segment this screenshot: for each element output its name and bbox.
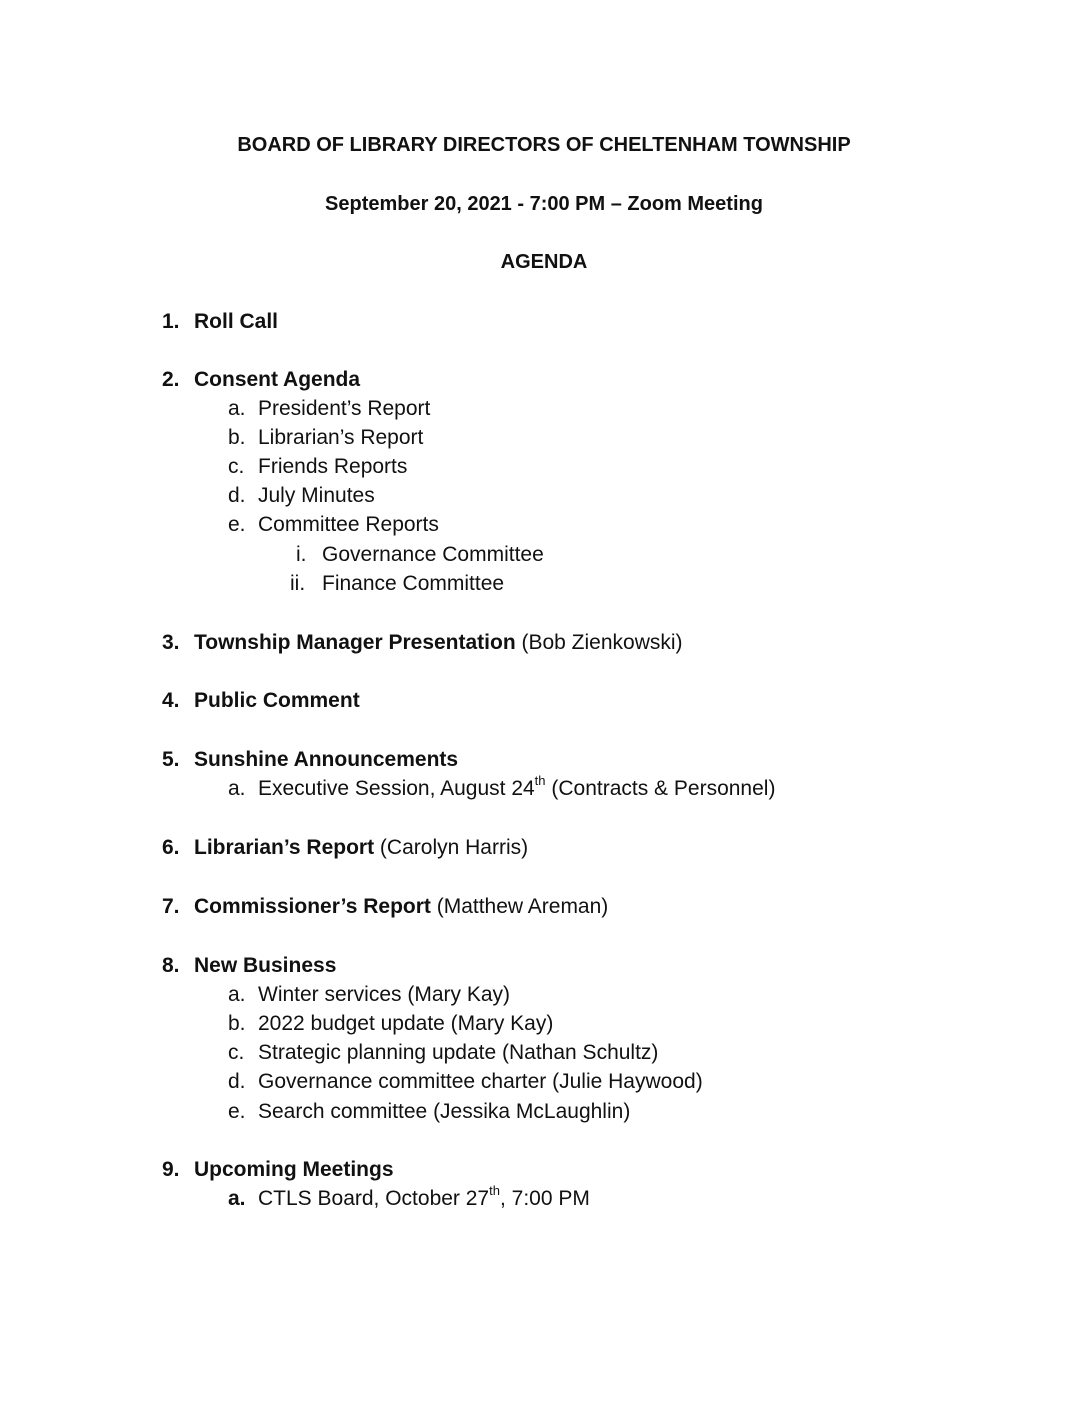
sub-item-text: Governance committee charter (Julie Haywood): [258, 1070, 703, 1093]
sub-item-mark: c.: [228, 455, 245, 478]
ordinal-suffix: th: [489, 1183, 500, 1198]
item-note: (Bob Zienkowski): [515, 631, 683, 654]
sub-item-mark: b.: [228, 426, 246, 449]
item-title-new-business: New Business: [194, 954, 337, 977]
item-note: (Matthew Areman): [430, 895, 609, 918]
item-line: [194, 894, 608, 920]
item-title-public-comment: Public Comment: [194, 689, 360, 712]
sub-item-mark: a.: [228, 777, 246, 800]
sub-sub-item-mark: ii.: [290, 572, 306, 595]
sub-item-text: [258, 1183, 590, 1212]
item-title-sunshine: Sunshine Announcements: [194, 748, 459, 771]
item-line: [194, 835, 528, 861]
item-number: 8.: [162, 954, 180, 977]
sub-item-text: Committee Reports: [258, 513, 439, 536]
sub-item-mark: a.: [228, 983, 246, 1006]
sub-item-mark: e.: [228, 513, 246, 536]
ordinal-suffix: th: [534, 773, 546, 788]
item-number: 5.: [162, 748, 180, 771]
item-title-commissioners-report: Commissioner’s Report: [194, 895, 431, 918]
sub-item-text: Librarian’s Report: [258, 426, 424, 449]
sub-item-text-pre: CTLS Board, October 27: [258, 1187, 490, 1210]
item-number: 2.: [162, 368, 180, 391]
item-title-upcoming-meetings: Upcoming Meetings: [194, 1158, 394, 1181]
sub-item-mark: a.: [228, 397, 246, 420]
sub-item-mark: c.: [228, 1041, 245, 1064]
sub-item-mark: d.: [228, 1070, 246, 1093]
sub-item-text-post: (Contracts & Personnel): [545, 777, 776, 800]
document-title: BOARD OF LIBRARY DIRECTORS OF CHELTENHAM TOWNSHIP: [237, 134, 851, 156]
agenda-heading: AGENDA: [500, 251, 588, 273]
sub-sub-item-mark: i.: [296, 543, 307, 566]
sub-item-text: Strategic planning update (Nathan Schultz): [258, 1041, 659, 1064]
item-number: 6.: [162, 836, 180, 859]
item-title-librarians-report: Librarian’s Report: [194, 836, 375, 859]
item-line: [194, 630, 683, 656]
sub-item-mark: d.: [228, 484, 246, 507]
sub-item-text: President’s Report: [258, 397, 431, 420]
sub-sub-item-text: Governance Committee: [322, 543, 544, 566]
sub-item-text: July Minutes: [258, 484, 375, 507]
item-number: 7.: [162, 895, 180, 918]
item-title-roll-call: Roll Call: [194, 310, 279, 333]
sub-item-text: Winter services (Mary Kay): [258, 983, 511, 1006]
item-note: (Carolyn Harris): [374, 836, 529, 859]
sub-item-text: 2022 budget update (Mary Kay): [258, 1012, 554, 1035]
item-number: 4.: [162, 689, 180, 712]
meeting-info: September 20, 2021 - 7:00 PM – Zoom Meeting: [325, 193, 763, 215]
sub-item-text-pre: Executive Session, August 24: [258, 777, 535, 800]
sub-item-text: Search committee (Jessika McLaughlin): [258, 1100, 631, 1123]
item-title-township-manager: Township Manager Presentation: [194, 631, 516, 654]
item-number: 9.: [162, 1158, 180, 1181]
sub-item-mark: b.: [228, 1012, 246, 1035]
item-number: 3.: [162, 631, 180, 654]
sub-item-mark: a.: [228, 1187, 246, 1210]
sub-item-text: Friends Reports: [258, 455, 408, 478]
sub-item-text: [258, 773, 776, 802]
item-title-consent-agenda: Consent Agenda: [194, 368, 361, 391]
sub-item-mark: e.: [228, 1100, 246, 1123]
item-number: 1.: [162, 310, 180, 333]
sub-sub-item-text: Finance Committee: [322, 572, 505, 595]
sub-item-text-post: , 7:00 PM: [499, 1187, 590, 1210]
